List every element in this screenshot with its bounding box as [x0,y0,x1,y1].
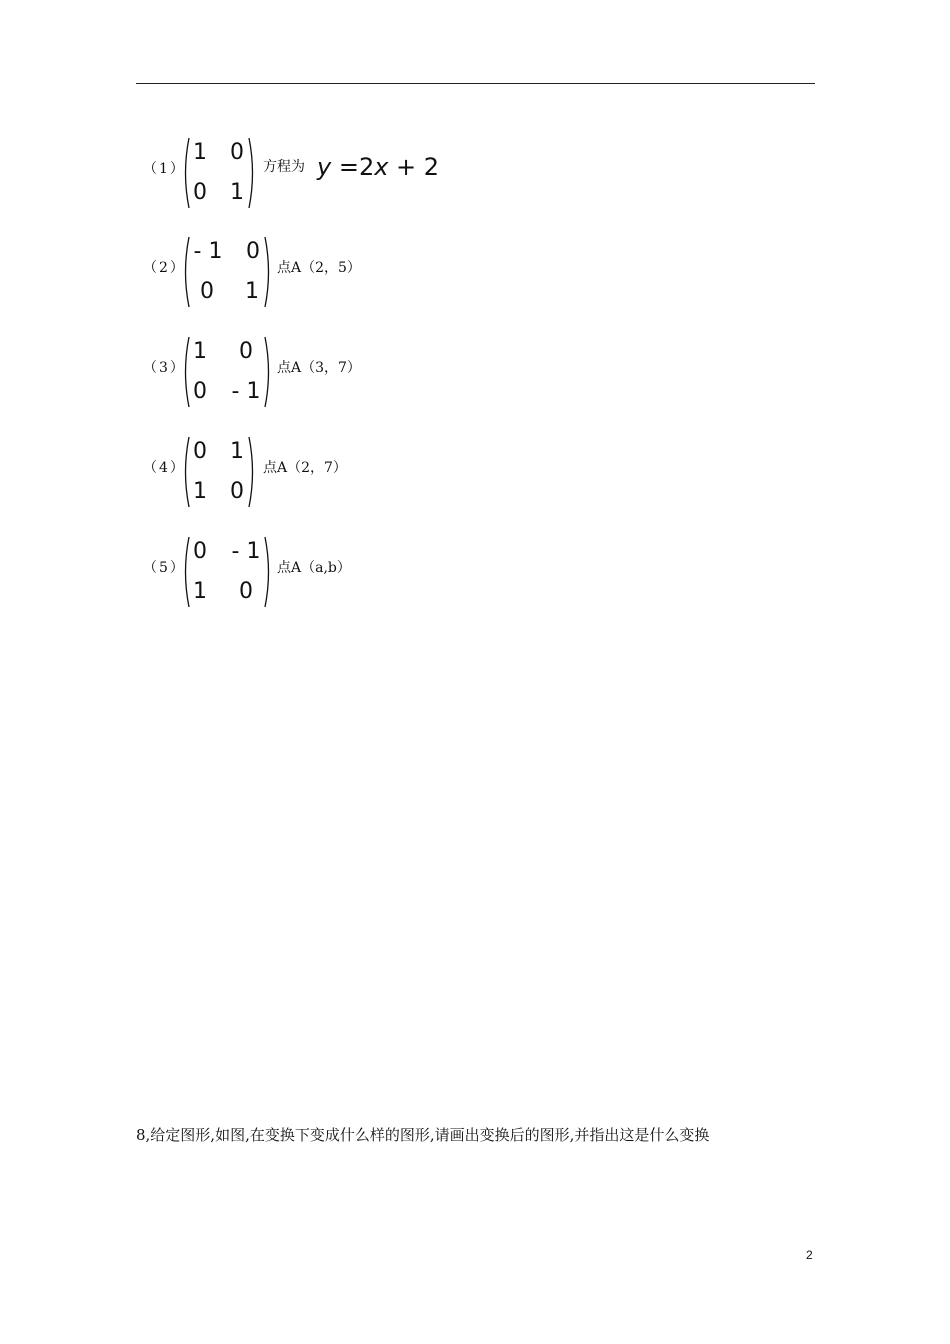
matrix-cell: 1 [193,479,207,504]
matrix-cell: 0 [193,439,207,464]
right-paren [247,435,257,509]
item-label: （4） [143,460,186,476]
item-label: （1） [143,161,186,177]
item-text: 点A（2，5） [277,260,361,276]
equation-rest: + 2 [388,153,440,181]
matrix-cell: 0 [193,180,207,205]
question-8: 8,给定图形,如图,在变换下变成什么样的图形,请画出变换后的图形,并指出这是什么变换 [136,1126,710,1144]
right-paren [263,535,273,609]
matrix-cell: 1 [193,140,207,165]
matrix-cell: 1 [193,579,207,604]
right-paren [247,136,257,210]
matrix-cell: 0 [200,279,214,304]
matrix-cell: 1 [193,339,207,364]
matrix [181,335,273,409]
equation [317,153,439,181]
right-paren [263,335,273,409]
matrix-cell: 0 [230,140,244,165]
item-label: （2） [143,260,186,276]
matrix-cell: 1 [245,279,259,304]
item-text: 点A（2，7） [263,460,347,476]
matrix-cell: - 1 [193,239,223,264]
equation-eq: =2 [331,153,375,181]
item-text: 点A（a,b） [277,560,351,576]
matrix [181,136,257,210]
matrix [181,235,273,309]
header-rule [136,83,815,84]
left-paren [181,235,191,309]
matrix [181,535,273,609]
matrix-cell: 1 [230,180,244,205]
matrix-cell: 0 [193,379,207,404]
item-text: 点A（3，7） [277,360,361,376]
matrix-cell: 0 [246,239,260,264]
page-number: 2 [806,1248,813,1262]
matrix-cell: - 1 [231,379,261,404]
equation-var: x [374,153,389,181]
right-paren [263,235,273,309]
item-label: （5） [143,560,186,576]
matrix-cell: - 1 [231,539,261,564]
equation-lhs: y [317,153,332,181]
matrix-cell: 0 [239,339,253,364]
matrix-cell: 1 [230,439,244,464]
item-label: （3） [143,360,186,376]
matrix-cell: 0 [193,539,207,564]
matrix-cell: 0 [239,579,253,604]
item-text: 方程为 [263,159,305,175]
matrix [181,435,257,509]
matrix-cell: 0 [230,479,244,504]
